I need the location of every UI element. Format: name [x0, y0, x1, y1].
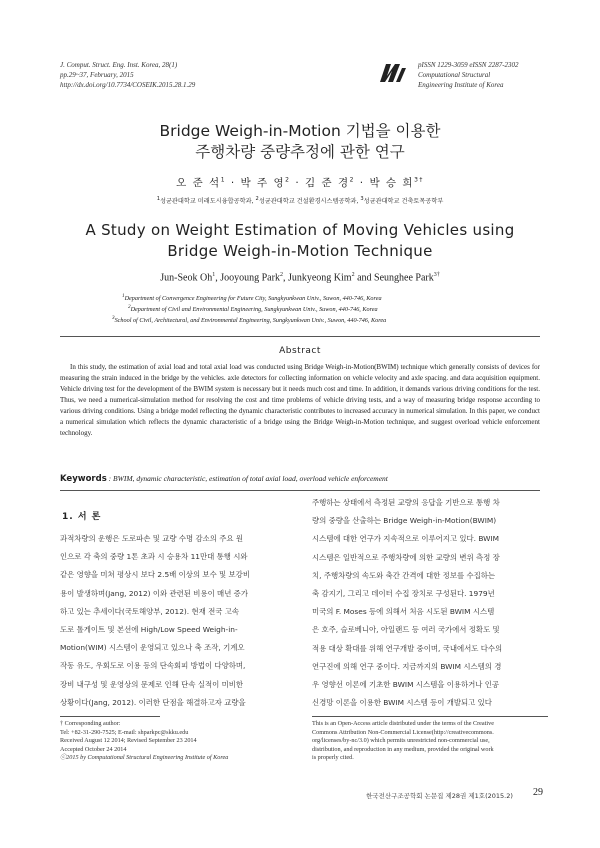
- body-line: 적용 대상 확대를 위해 연구개발 중이며, 국내에서도 다수의: [312, 643, 503, 653]
- body-line: 작동 유도, 우회도로 이용 등의 단속회피 방법이 다양하며,: [60, 661, 246, 671]
- doi-link[interactable]: http://dx.doi.org/10.7734/COSEIK.2015.28.1.29: [60, 81, 196, 89]
- body-line: 은 호주, 슬로베니아, 아일랜드 등 여러 국가에서 정확도 및: [312, 625, 500, 635]
- title-line: Bridge Weigh-in-Motion 기법을 이용한: [159, 122, 441, 140]
- footnote-line: Commons Attribution Non-Commercial License(http://creativecommons.: [312, 728, 494, 736]
- author: 박 주 영$^2$: [240, 176, 291, 189]
- footnote-corresponding: [60, 720, 228, 763]
- body-line: 치, 주행차량의 속도와 축간 간격에 대한 정보를 수집하는: [312, 570, 496, 580]
- keywords-list: : BWIM, dynamic characteristic, estimation of total axial load, overload vehicle enforcement: [106, 474, 388, 483]
- footnote-line: Accepted October 24 2014: [60, 745, 127, 753]
- journal-line: J. Comput. Struct. Eng. Inst. Korea, 28(1): [60, 61, 178, 69]
- journal-line: pp.29~37, February, 2015: [60, 71, 134, 79]
- body-line: 량의 중량을 산출하는 Bridge Weigh-in-Motion(BWIM): [312, 516, 497, 526]
- body-column-right: [312, 494, 548, 712]
- title-line: Bridge Weigh-in-Motion Technique: [167, 242, 433, 260]
- page-footer: 한국전산구조공학회 논문집 제28권 제1호(2015.2): [366, 792, 513, 800]
- abstract-heading: Abstract: [279, 346, 321, 356]
- footnote-line: Tel: +82-31-290-7525; E-mail: shparkpc@skku.edu: [60, 728, 189, 736]
- body-line: 신경망 이론을 이용한 BWIM 시스템 등이 개발되고 있다: [312, 698, 492, 708]
- footnote-line: Received August 12 2014; Revised September 23 2014: [60, 737, 197, 745]
- body-line: 용이 발생하며(Jang, 2012) 이와 관련된 비용이 매년 증가: [60, 588, 248, 598]
- body-line: Motion(WIM) 시스템이 운영되고 있으나 축 조작, 기계오: [60, 643, 245, 653]
- body-line: 우 영향선 이론에 기초한 BWIM 시스템을 이용하거나 인공: [312, 680, 500, 690]
- title-line: A Study on Weight Estimation of Moving Vehicles using: [85, 221, 515, 239]
- body-line: 상황이다(Jang, 2012). 이러한 단점을 해결하고자 교량을: [60, 697, 246, 707]
- affiliation: $^3$School of Civil, Architectural, and Environmental Engineering, Sungkyunkwan Univ., Suwon, 440-746, Korea: [112, 315, 387, 325]
- author: 김 준 경$^2$: [305, 176, 355, 189]
- society-line: Engineering Institute of Korea: [418, 81, 504, 89]
- affiliation: $^1$Department of Convergence Engineering for Future City, Sungkyunkwan Univ., Suwon, 440-746, Korea: [122, 293, 382, 303]
- body-line: 같은 영향을 미쳐 평상시 보다 2.5배 이상의 보수 및 보강비: [60, 570, 250, 580]
- body-line: 주행하는 상태에서 측정된 교량의 응답을 기반으로 통행 차: [312, 498, 500, 507]
- body-line: 미국의 F. Moses 등에 의해서 처음 시도된 BWIM 시스템: [312, 607, 495, 617]
- footnote-line: This is an Open-Access article distributed under the terms of the Creative: [312, 720, 494, 727]
- society-line: Computational Structural: [418, 71, 491, 79]
- body-line: 축 감지기, 그리고 데이터 수집 장치로 구성된다. 1979년: [312, 589, 495, 599]
- english-title: [0, 220, 600, 262]
- english-affiliations: [112, 292, 512, 325]
- divider: [60, 336, 540, 337]
- keywords-label: Keywords: [60, 474, 107, 484]
- section-heading: 1. 서 론: [62, 512, 102, 522]
- journal-logo-icon: [378, 62, 408, 84]
- english-authors: Jun-Seok Oh$^1$, Jooyoung Park$^2$, Junkyeong Kim$^2$ and Seunghee Park$^{3\dagger}$: [160, 272, 440, 284]
- footnote-line: distribution, and reproduction in any medium, provided the original work: [312, 745, 494, 753]
- body-line: 인으로 각 축의 중량 1톤 초과 시 승용차 11만대 통행 시와: [60, 552, 248, 562]
- keywords: [60, 474, 540, 484]
- body-line: 연구진에 의해 연구 중이다. 지금까지의 BWIM 시스템의 경: [312, 661, 502, 671]
- body-column-left: [60, 530, 296, 712]
- author: 오 준 석$^1$: [176, 176, 227, 189]
- title-line: 주행차량 중량추정에 관한 연구: [195, 143, 405, 161]
- footnote-line: † Corresponding author:: [60, 720, 121, 727]
- korean-authors: 오 준 석$^1$ · 박 주 영$^2$ · 김 준 경$^2$ · 박 승 희$^{3\dagger}$: [176, 176, 424, 189]
- issn-block: [418, 60, 519, 90]
- footnote-line: org/licenses/by-nc/3.0) which permits unrestricted non-commercial use,: [312, 737, 490, 745]
- korean-title: [0, 121, 600, 163]
- body-line: 하고 있는 추세이다(국토해양부, 2012). 현재 전국 고속: [60, 606, 240, 616]
- body-line: 장비 내구성 및 운영상의 문제로 인해 단속 실적이 미비한: [60, 679, 244, 689]
- footnote-license: [312, 720, 494, 763]
- footnote-rule: [312, 716, 548, 717]
- issn-line: pISSN 1229-3059 eISSN 2287-2302: [418, 61, 519, 69]
- body-line: 도로 톨게이트 및 본선에 High/Low Speed Weigh-in-: [60, 625, 238, 635]
- body-line: 시스템은 일반적으로 주행차량에 의한 교량의 변위 측정 장: [312, 552, 500, 562]
- body-line: 과적차량의 운행은 도로파손 및 교량 수명 감소의 주요 원: [60, 534, 244, 543]
- footnote-line: ⓒ2015 by Computational Structural Engineering Institute of Korea: [60, 754, 229, 762]
- abstract-body: In this study, the estimation of axial load and total axial load was conducted using Bridge Weigh-in-Motion(BWIM) technique which generally consists of devices for measuring the strain induced in the bridge by the vehicles. axle detectors for collecting information on vehicle velocity and axle spacing. and data acquisition equipment. Vehicle driving test for the development of the BWIM system is necessary but it needs much cost and time. In addition, it demands various driving conditions for the test. Thus, we need a numerical-simulation method for resolving the cost and time problems of vehicle driving tests, and a way of measuring bridge response according to various driving conditions. Using a bridge model reflecting the dynamic characteristic contributes to increased accuracy in numerical simulation. In this paper, we conduct a numerical simulation which reflects the dynamic characteristic of a bridge using the Bridge Weigh-in-Motion technique, and suggest overload vehicle enforcement technology.: [60, 363, 540, 437]
- author: 박 승 희$^{3\dagger}$: [369, 176, 424, 189]
- journal-citation: [60, 60, 195, 90]
- page-number: 29: [533, 787, 543, 798]
- footnote-line: is properly cited.: [312, 754, 354, 762]
- body-line: 시스템에 대한 연구가 지속적으로 이루어지고 있다. BWIM: [312, 534, 500, 544]
- affiliation: $^2$Department of Civil and Environmental Engineering, Sungkyunkwan Univ., Suwon, 440-746, Korea: [128, 304, 378, 314]
- divider: [60, 490, 540, 491]
- footnote-rule: [60, 716, 160, 717]
- korean-affiliations: $^1$성균관대학교 미래도시융합공학과, $^2$성균관대학교 건설환경시스템공학과, $^3$성균관대학교 건축토목공학부: [156, 196, 444, 206]
